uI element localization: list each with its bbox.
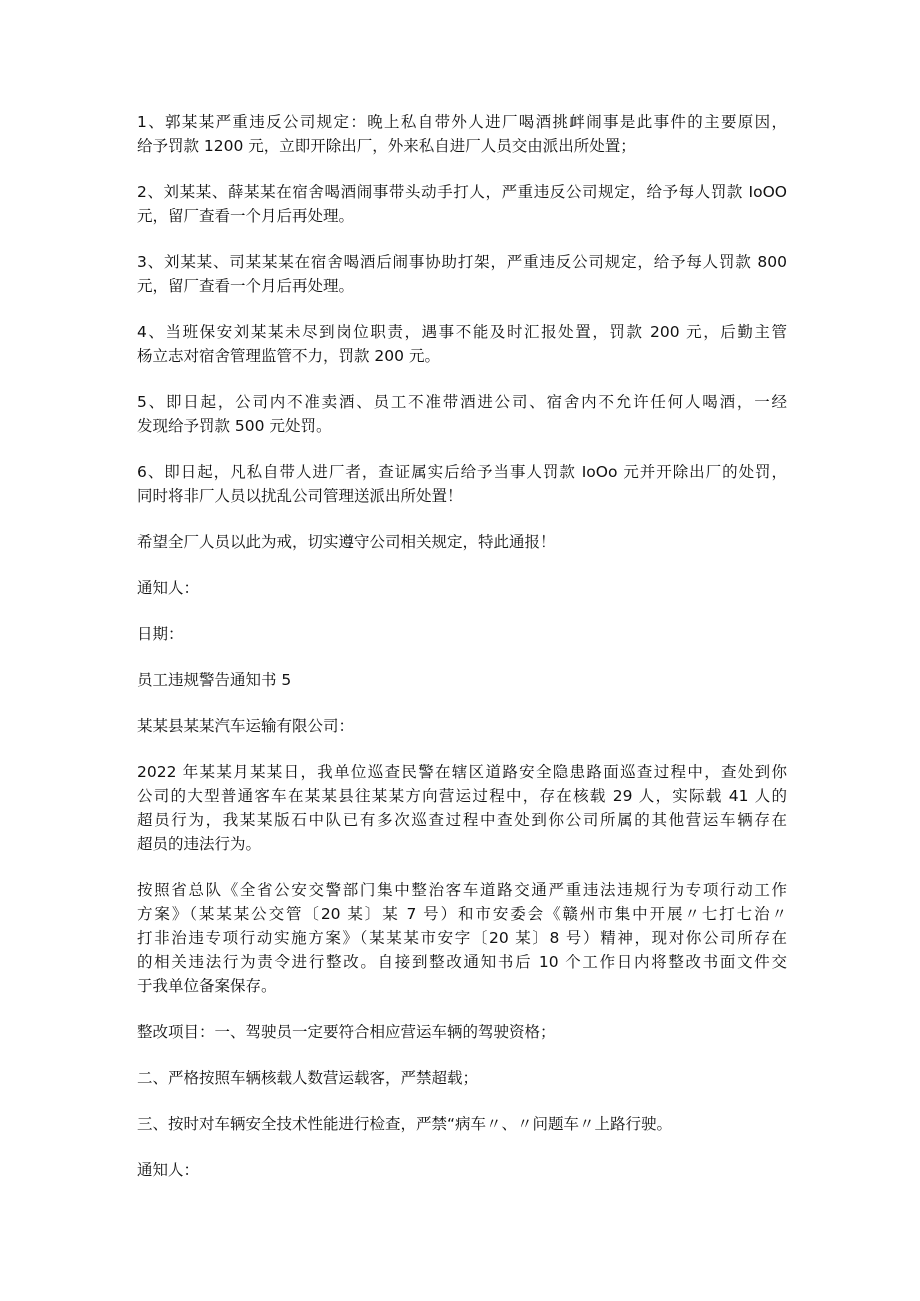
- paragraph: [137, 668, 787, 692]
- text-line: 1、郭某某严重违反公司规定：晚上私自带外人进厂喝酒挑衅闹事是此事件的主要原因，: [137, 113, 787, 131]
- paragraph: [137, 1158, 787, 1182]
- text-line: 超员行为，我某某版石中队已有多次巡查过程中查处到你公司所属的其他营运车辆存在: [137, 811, 787, 829]
- text-line: 超员的违法行为。: [137, 835, 262, 853]
- text-line: 6、即日起，凡私自带人进厂者，查证属实后给予当事人罚款 IoOo 元并开除出厂的处罚，: [137, 463, 787, 481]
- paragraph: [137, 1066, 787, 1090]
- text-line: 日期：: [137, 625, 184, 643]
- paragraph: [137, 110, 787, 158]
- text-line: 发现给予罚款 500 元处罚。: [137, 417, 332, 435]
- document-body: [137, 110, 787, 1204]
- paragraph: [137, 320, 787, 368]
- text-line: 通知人：: [137, 579, 200, 597]
- text-line: 2、刘某某、薛某某在宿舍喝酒闹事带头动手打人，严重违反公司规定，给予每人罚款 IoOO: [137, 183, 787, 201]
- text-line: 5、即日起，公司内不准卖酒、员工不准带酒进公司、宿舍内不允许任何人喝酒，一经: [137, 393, 787, 411]
- text-line: 3、刘某某、司某某某在宿舍喝酒后闹事协助打架，严重违反公司规定，给予每人罚款 800: [137, 253, 787, 271]
- text-line: 员工违规警告通知书 5: [137, 671, 292, 689]
- paragraph: [137, 390, 787, 438]
- text-line: 的相关违法行为责令进行整改。自接到整改通知书后 10 个工作日内将整改书面文件交: [137, 953, 787, 971]
- text-line: 2022 年某某月某某日，我单位巡查民警在辖区道路安全隐患路面巡查过程中，查处到你: [137, 763, 787, 781]
- text-line: 打非治违专项行动实施方案》（某某某市安字〔20 某〕8 号）精神，现对你公司所存在: [137, 929, 787, 947]
- text-line: 4、当班保安刘某某未尽到岗位职责，遇事不能及时汇报处置，罚款 200 元，后勤主管: [137, 323, 787, 341]
- paragraph: [137, 180, 787, 228]
- text-line: 杨立志对宿舍管理监管不力，罚款 200 元。: [137, 347, 440, 365]
- paragraph: [137, 250, 787, 298]
- text-line: 二、严格按照车辆核载人数营运载客，严禁超载；: [137, 1069, 479, 1087]
- text-line: 方案》（某某某公交管〔20 某〕某 7 号）和市安委会《赣州市集中开展〃七打七治〃: [137, 905, 787, 923]
- paragraph: [137, 714, 787, 738]
- text-line: 按照省总队《全省公安交警部门集中整治客车道路交通严重违法违规行为专项行动工作: [137, 881, 787, 899]
- paragraph: [137, 460, 787, 508]
- paragraph: [137, 622, 787, 646]
- text-line: 希望全厂人员以此为戒，切实遵守公司相关规定，特此通报！: [137, 533, 556, 551]
- text-line: 元，留厂查看一个月后再处理。: [137, 207, 355, 225]
- text-line: 给予罚款 1200 元，立即开除出厂，外来私自进厂人员交由派出所处置；: [137, 137, 636, 155]
- paragraph: [137, 760, 787, 856]
- paragraph: [137, 1112, 787, 1136]
- paragraph: [137, 878, 787, 998]
- text-line: 三、按时对车辆安全技术性能进行检查，严禁“病车〃、〃问题车〃上路行驶。: [137, 1115, 673, 1133]
- text-line: 公司的大型普通客车在某某县往某某方向营运过程中，存在核载 29 人，实际载 41 人的: [137, 787, 787, 805]
- text-line: 元，留厂查看一个月后再处理。: [137, 277, 355, 295]
- text-line: 同时将非厂人员以扰乱公司管理送派出所处置！: [137, 487, 463, 505]
- text-line: 整改项目：一、驾驶员一定要符合相应营运车辆的驾驶资格；: [137, 1023, 556, 1041]
- text-line: 通知人：: [137, 1161, 200, 1179]
- paragraph: [137, 530, 787, 554]
- paragraph: [137, 1020, 787, 1044]
- text-line: 于我单位备案保存。: [137, 977, 277, 995]
- text-line: 某某县某某汽车运输有限公司：: [137, 717, 355, 735]
- paragraph: [137, 576, 787, 600]
